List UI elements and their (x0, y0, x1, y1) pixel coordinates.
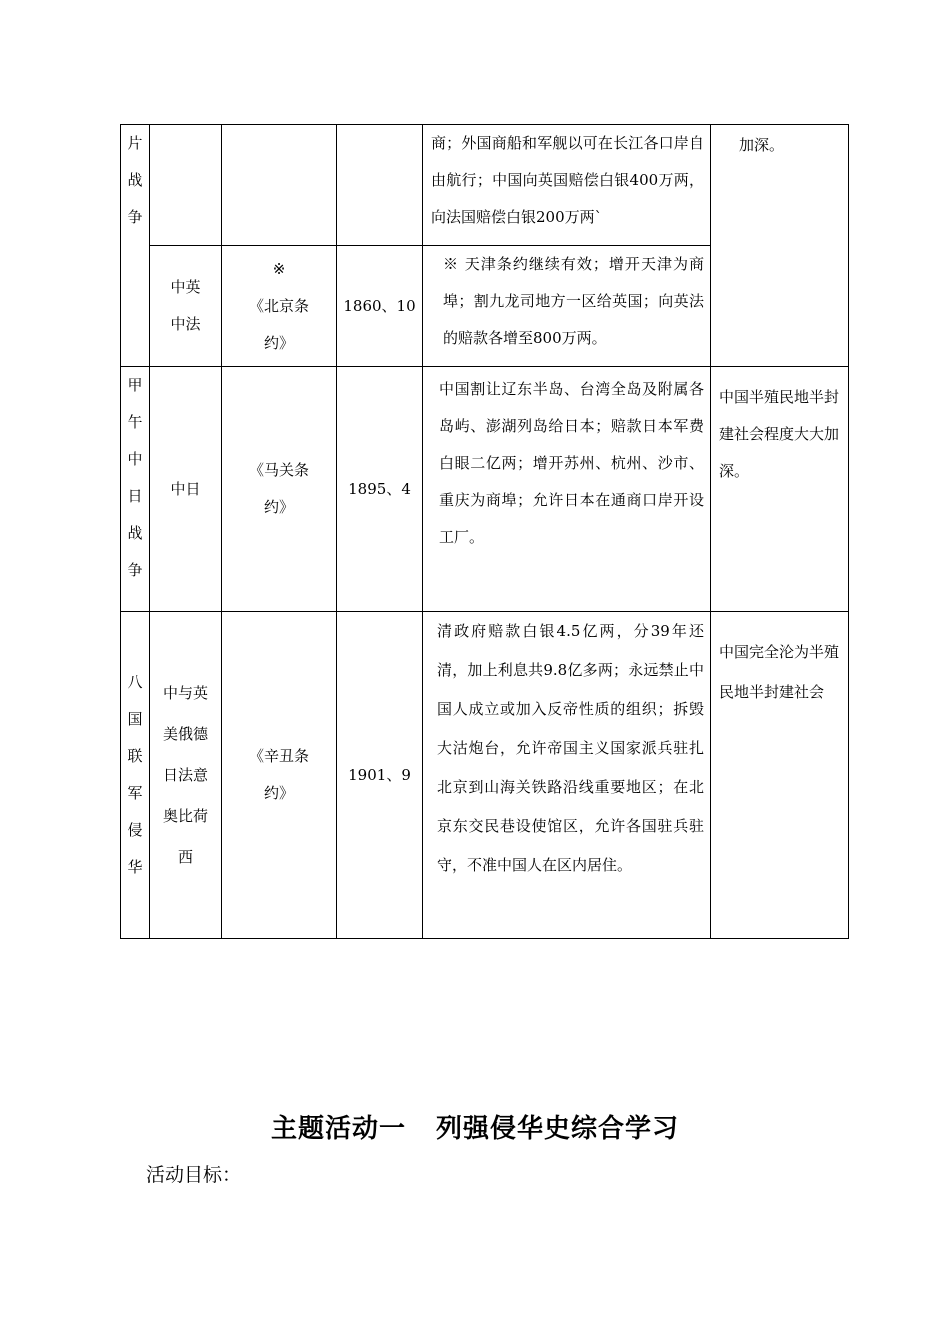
war-char: 争 (127, 208, 143, 226)
war-char: 片 (127, 134, 143, 152)
terms-cell: 商；外国商船和军舰以可在长江各口岸自由航行；中国向英国赔偿白银400万两，向法国赔偿白银200万两` (423, 125, 711, 246)
date-cell: 1901、9 (337, 612, 423, 939)
war-char: 争 (127, 561, 143, 579)
war-char: 联 (127, 747, 143, 765)
table-row (121, 367, 849, 612)
war-char: 军 (127, 784, 143, 802)
war-char: 战 (127, 524, 143, 542)
treaty-table (120, 124, 849, 939)
war-char: 甲 (127, 376, 143, 394)
country-line: 中与英 (162, 683, 208, 702)
table-row (121, 125, 849, 246)
treaty-cell (222, 125, 337, 246)
war-char: 华 (127, 858, 143, 876)
effect-cell: 中国完全沦为半殖民地半封建社会 (711, 612, 849, 939)
war-char: 战 (127, 171, 143, 189)
treaty-cell (222, 367, 337, 612)
country-line: 中法 (170, 315, 201, 333)
treaty-name-line: 《辛丑条 (248, 747, 309, 765)
country-line: 奥比荷 (162, 806, 208, 825)
war-char: 国 (127, 710, 143, 728)
terms-cell: 清政府赔款白银4.5亿两，分39年还清，加上利息共9.8亿多两；永远禁止中国人成立或加入反帝性质的组织；拆毁大沽炮台，允许帝国主义国家派兵驻扎北京到山海关铁路沿线重要地区；在北京东交民巷设使馆区，允许各国驻兵驻守，不准中国人在区内居住。 (423, 612, 711, 939)
section-title-part2: 列强侵华史综合学习 (436, 1114, 680, 1144)
reference-mark: ※ (272, 259, 286, 278)
war-name-cell (121, 612, 150, 939)
war-name-cell (121, 367, 150, 612)
war-char: 日 (127, 487, 143, 505)
countries-cell (150, 246, 222, 367)
country-line: 中英 (170, 278, 201, 296)
war-char: 中 (127, 450, 143, 468)
war-char: 午 (127, 413, 143, 431)
terms-cell: ※ 天津条约继续有效；增开天津为商埠；割九龙司地方一区给英国；向英法的赔款各增至800万两。 (423, 246, 711, 367)
war-char: 八 (127, 673, 143, 691)
date-cell: 1860、10 (337, 246, 423, 367)
treaty-name-line: 《马关条 (248, 461, 309, 479)
date-cell (337, 125, 423, 246)
section-title-part1: 主题活动一 (270, 1114, 406, 1144)
treaty-cell (222, 246, 337, 367)
effect-cell: 中国半殖民地半封建社会程度大大加深。 (711, 367, 849, 612)
country-line: 日法意 (162, 765, 208, 784)
section-title (0, 1108, 950, 1145)
country-line: 西 (177, 847, 193, 866)
war-name-cell (121, 125, 150, 367)
country-line: 美俄德 (162, 724, 208, 743)
table-row (121, 612, 849, 939)
countries-cell (150, 612, 222, 939)
effect-cell: 加深。 (711, 125, 849, 367)
activity-goal-label: 活动目标： (146, 1164, 242, 1186)
war-char: 侵 (127, 821, 143, 839)
treaty-name-line: 约》 (263, 333, 294, 352)
date-cell: 1895、4 (337, 367, 423, 612)
treaty-name-line: 《北京条 (248, 296, 309, 315)
treaty-name-line: 约》 (263, 784, 294, 802)
treaty-name-line: 约》 (263, 498, 294, 516)
terms-cell: 中国割让辽东半岛、台湾全岛及附属各岛屿、澎湖列岛给日本；赔款日本军费白眼二亿两；增开苏州、杭州、沙市、重庆为商埠；允许日本在通商口岸开设工厂。 (423, 367, 711, 612)
countries-cell: 中日 (150, 367, 222, 612)
treaty-cell (222, 612, 337, 939)
countries-cell (150, 125, 222, 246)
